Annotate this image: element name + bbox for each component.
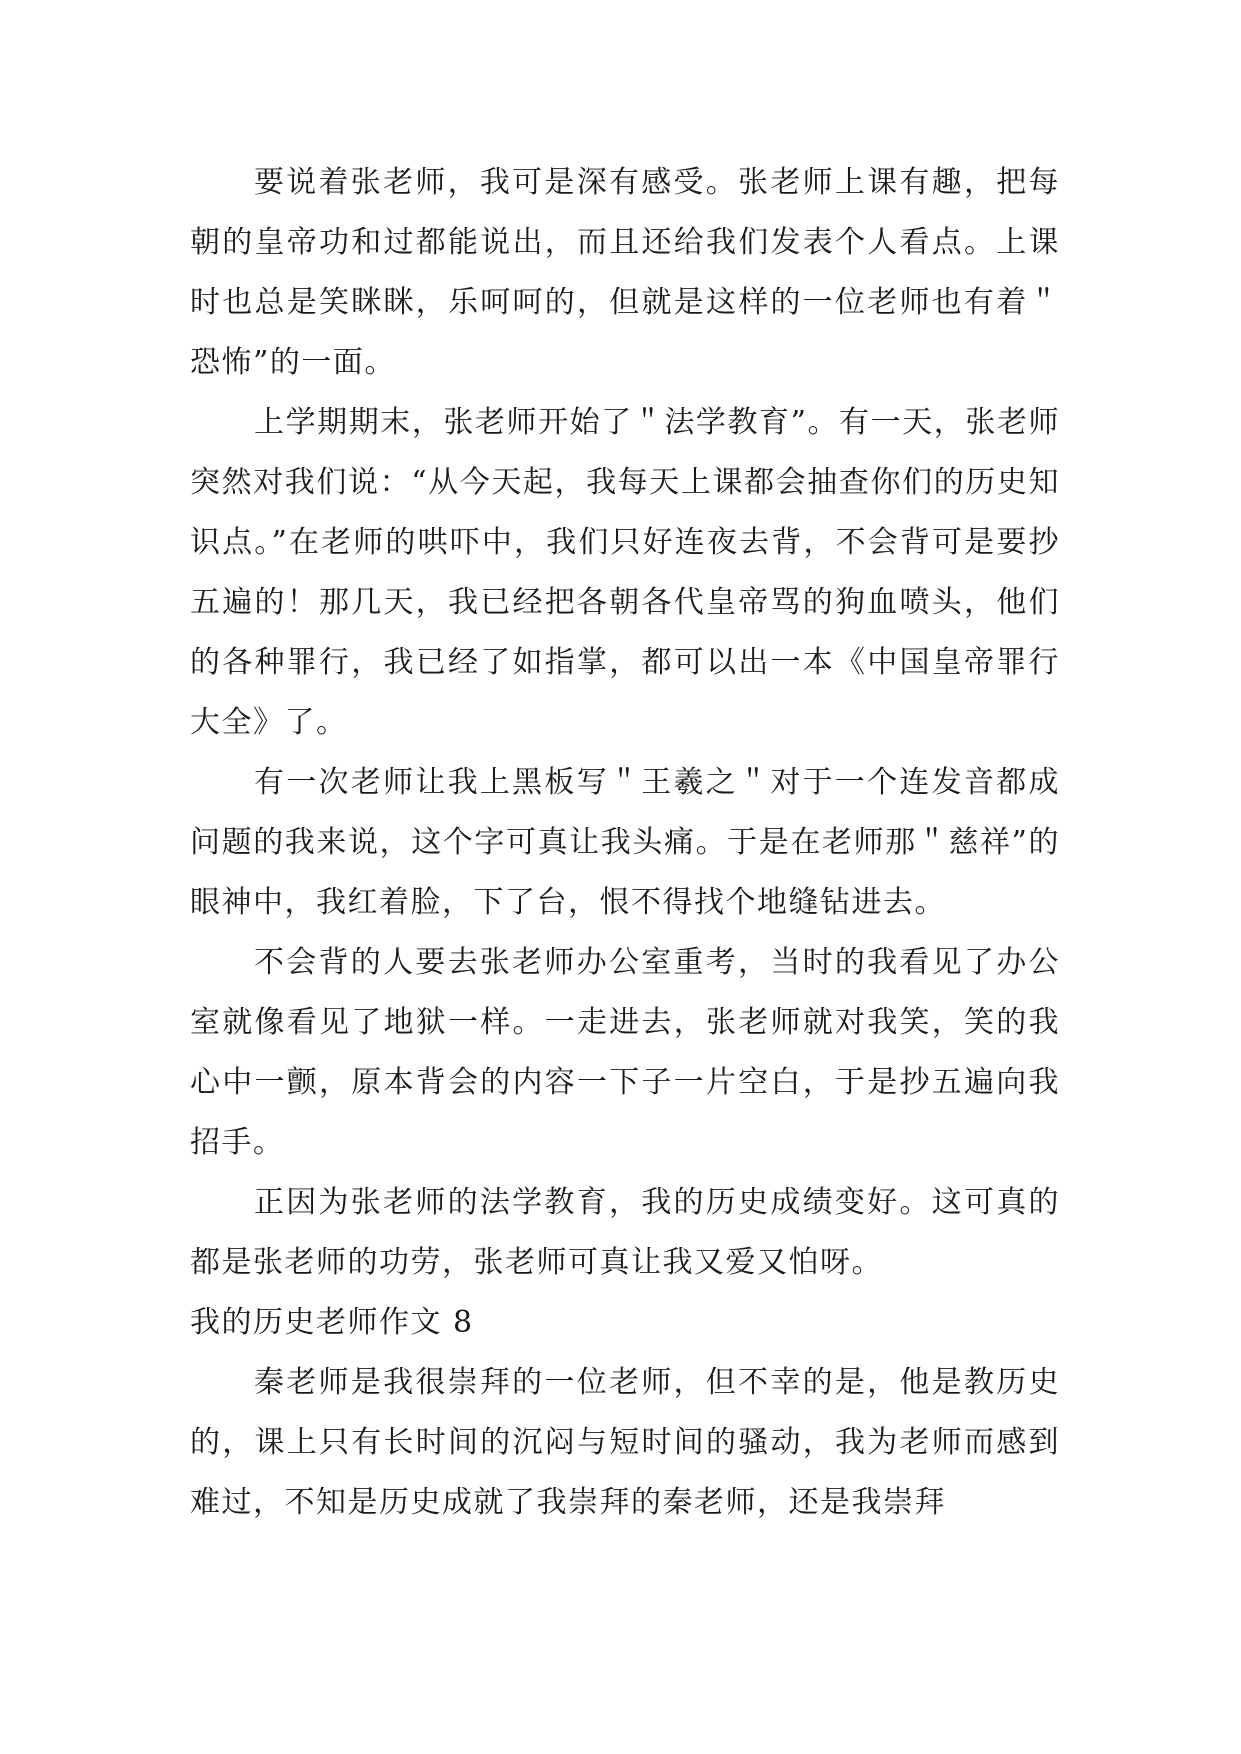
document-body (190, 153, 1060, 1533)
paragraph-1: 要说着张老师，我可是深有感受。张老师上课有趣，把每朝的皇帝功和过都能说出，而且还给我们发表个人看点。上课时也总是笑眯眯，乐呵呵的，但就是这样的一位老师也有着＂恐怖”的一面。 (190, 165, 1060, 380)
paragraph-5: 正因为张老师的法学教育，我的历史成绩变好。这可真的都是张老师的功劳，张老师可真让我又爱又怕呀。 (190, 1185, 1060, 1280)
paragraph-4: 不会背的人要去张老师办公室重考，当时的我看见了办公室就像看见了地狱一样。一走进去，张老师就对我笑，笑的我心中一颤，原本背会的内容一下子一片空白，于是抄五遍向我招手。 (190, 945, 1060, 1160)
section-paragraph-1: 秦老师是我很崇拜的一位老师，但不幸的是，他是教历史的，课上只有长时间的沉闷与短时间的骚动，我为老师而感到难过，不知是历史成就了我崇拜的秦老师，还是我崇拜 (190, 1365, 1060, 1520)
paragraph-3: 有一次老师让我上黑板写＂王羲之＂对于一个连发音都成问题的我来说，这个字可真让我头痛。于是在老师那＂慈祥”的眼神中，我红着脸，下了台，恨不得找个地缝钻进去。 (190, 765, 1060, 920)
section-heading: 我的历史老师作文 8 (190, 1305, 474, 1340)
paragraph-2: 上学期期末，张老师开始了＂法学教育”。有一天，张老师突然对我们说：“从今天起，我每天上课都会抽查你们的历史知识点。”在老师的哄吓中，我们只好连夜去背，不会背可是要抄五遍的！那几天，我已经把各朝各代皇帝骂的狗血喷头，他们的各种罪行，我已经了如指掌，都可以出一本《中国皇帝罪行大全》了。 (190, 405, 1060, 740)
